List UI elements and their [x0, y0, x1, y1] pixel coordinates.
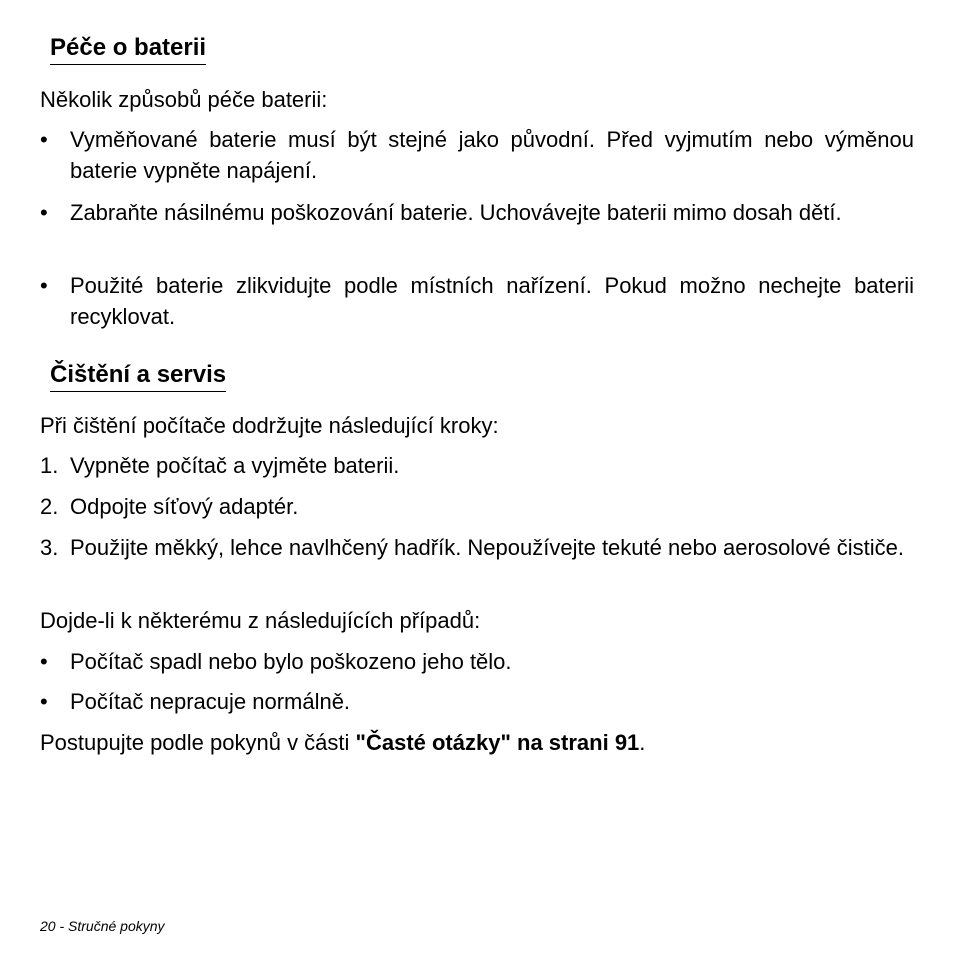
list-item	[40, 686, 914, 717]
faq-reference-link[interactable]: "Časté otázky" na strani 91	[355, 730, 640, 755]
closing-prefix: Postupujte podle pokynů v části	[40, 730, 356, 755]
list-item-text: Použité baterie zlikvidujte podle místních nařízení. Pokud možno nechejte baterii recyklovat.	[70, 273, 914, 329]
section-heading-cleaning-service: Čištění a servis	[50, 361, 226, 392]
list-item	[40, 124, 914, 186]
list-item-text: Počítač spadl nebo bylo poškozeno jeho tělo.	[70, 649, 512, 674]
bullet-marker: •	[40, 200, 48, 225]
closing-paragraph	[40, 727, 914, 758]
step-number: 2.	[40, 494, 59, 519]
list-item	[40, 197, 914, 228]
list-item-text: Odpojte síťový adaptér.	[70, 494, 299, 519]
list-item-text: Použijte měkký, lehce navlhčený hadřík. Nepoužívejte tekuté nebo aerosolové čističe.	[70, 535, 905, 560]
section-heading-battery-care: Péče o baterii	[50, 34, 206, 65]
list-item	[40, 532, 914, 563]
list-item	[40, 450, 914, 481]
cases-intro: Dojde-li k některému z následujících případů:	[40, 608, 481, 633]
cleaning-intro: Při čištění počítače dodržujte následující kroky:	[40, 413, 499, 438]
bullet-marker: •	[40, 273, 48, 298]
list-item	[40, 491, 914, 522]
step-number: 1.	[40, 453, 59, 478]
closing-suffix: .	[639, 730, 646, 755]
bullet-marker: •	[40, 127, 48, 152]
list-item-text: Vyměňované baterie musí být stejné jako původní. Před vyjmutím nebo výměnou baterie vypněte napájení.	[70, 127, 914, 183]
bullet-marker: •	[40, 649, 48, 674]
list-item-text: Zabraňte násilnému poškozování baterie. Uchovávejte baterii mimo dosah dětí.	[70, 200, 842, 225]
list-item	[40, 270, 914, 332]
list-item-text: Počítač nepracuje normálně.	[70, 689, 351, 714]
page-footer: 20 - Stručné pokyny	[40, 918, 165, 934]
list-item-text: Vypněte počítač a vyjměte baterii.	[70, 453, 400, 478]
step-number: 3.	[40, 535, 59, 560]
bullet-marker: •	[40, 689, 48, 714]
list-item	[40, 646, 914, 677]
battery-intro: Několik způsobů péče baterii:	[40, 87, 328, 112]
